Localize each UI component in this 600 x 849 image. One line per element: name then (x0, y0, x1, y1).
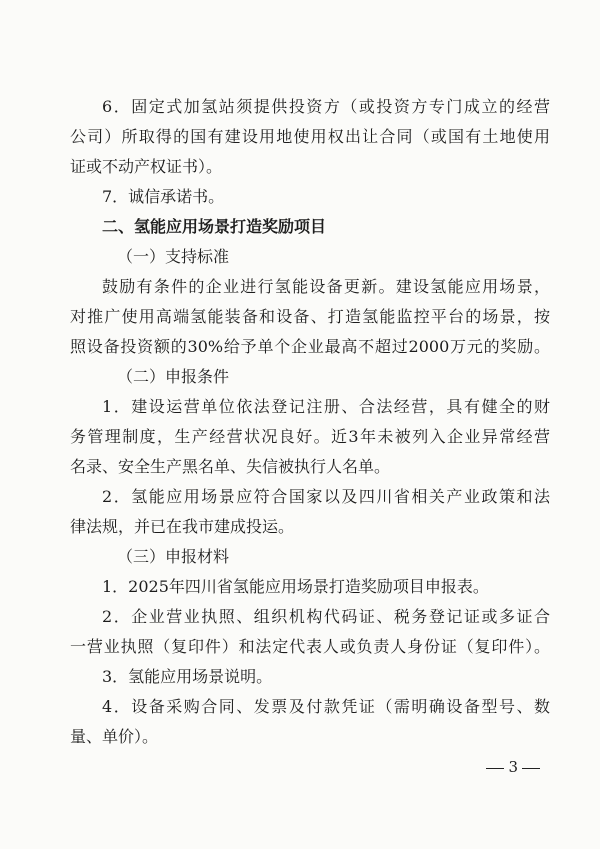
paragraph-line: 2．企业营业执照、组织机构代码证、税务登记证或多证合 (102, 607, 550, 626)
paragraph-line: 名录、安全生产黑名单、失信被执行人名单。 (70, 457, 391, 476)
document-body (70, 92, 550, 752)
paragraph-line: 3．氢能应用场景说明。 (102, 667, 273, 686)
page-number: 3 (508, 758, 518, 776)
paragraph-line: 6．固定式加氢站须提供投资方（或投资方专门成立的经营 (102, 97, 550, 116)
paragraph-line: 2．氢能应用场景应符合国家以及四川省相关产业政策和法 (102, 487, 550, 506)
paragraph-line: 7．诚信承诺书。 (102, 187, 225, 206)
footer-dash-left (486, 768, 504, 769)
paragraph-line: 务管理制度，生产经营状况良好。近3年未被列入企业异常经营 (70, 427, 550, 446)
paragraph-line: 4．设备采购合同、发票及付款凭证（需明确设备型号、数 (102, 697, 550, 716)
subsection-heading: （一）支持标准 (117, 247, 230, 266)
subsection-heading: （二）申报条件 (117, 367, 230, 386)
paragraph-line: 1．2025年四川省氢能应用场景打造奖励项目申报表。 (102, 577, 489, 596)
paragraph-line: 对推广使用高端氢能装备和设备、打造氢能监控平台的场景，按 (70, 307, 550, 326)
paragraph-line: 公司）所取得的国有建设用地使用权出让合同（或国有土地使用 (70, 127, 550, 146)
paragraph-line: 量、单价）。 (70, 727, 159, 746)
paragraph-line: 证或不动产权证书）。 (70, 157, 223, 176)
footer-dash-right (522, 768, 540, 769)
paragraph-line: 照设备投资额的30%给予单个企业最高不超过2000万元的奖励。 (70, 337, 550, 356)
paragraph-line: 1．建设运营单位依法登记注册、合法经营，具有健全的财 (102, 397, 550, 416)
subsection-heading: （三）申报材料 (117, 547, 230, 566)
section-heading: 二、氢能应用场景打造奖励项目 (102, 217, 327, 236)
paragraph-line: 一营业执照（复印件）和法定代表人或负责人身份证（复印件）。 (70, 637, 550, 656)
page-footer (482, 757, 544, 777)
paragraph-line: 鼓励有条件的企业进行氢能设备更新。建设氢能应用场景， (102, 277, 550, 296)
paragraph-line: 律法规，并已在我市建成投运。 (70, 517, 295, 536)
